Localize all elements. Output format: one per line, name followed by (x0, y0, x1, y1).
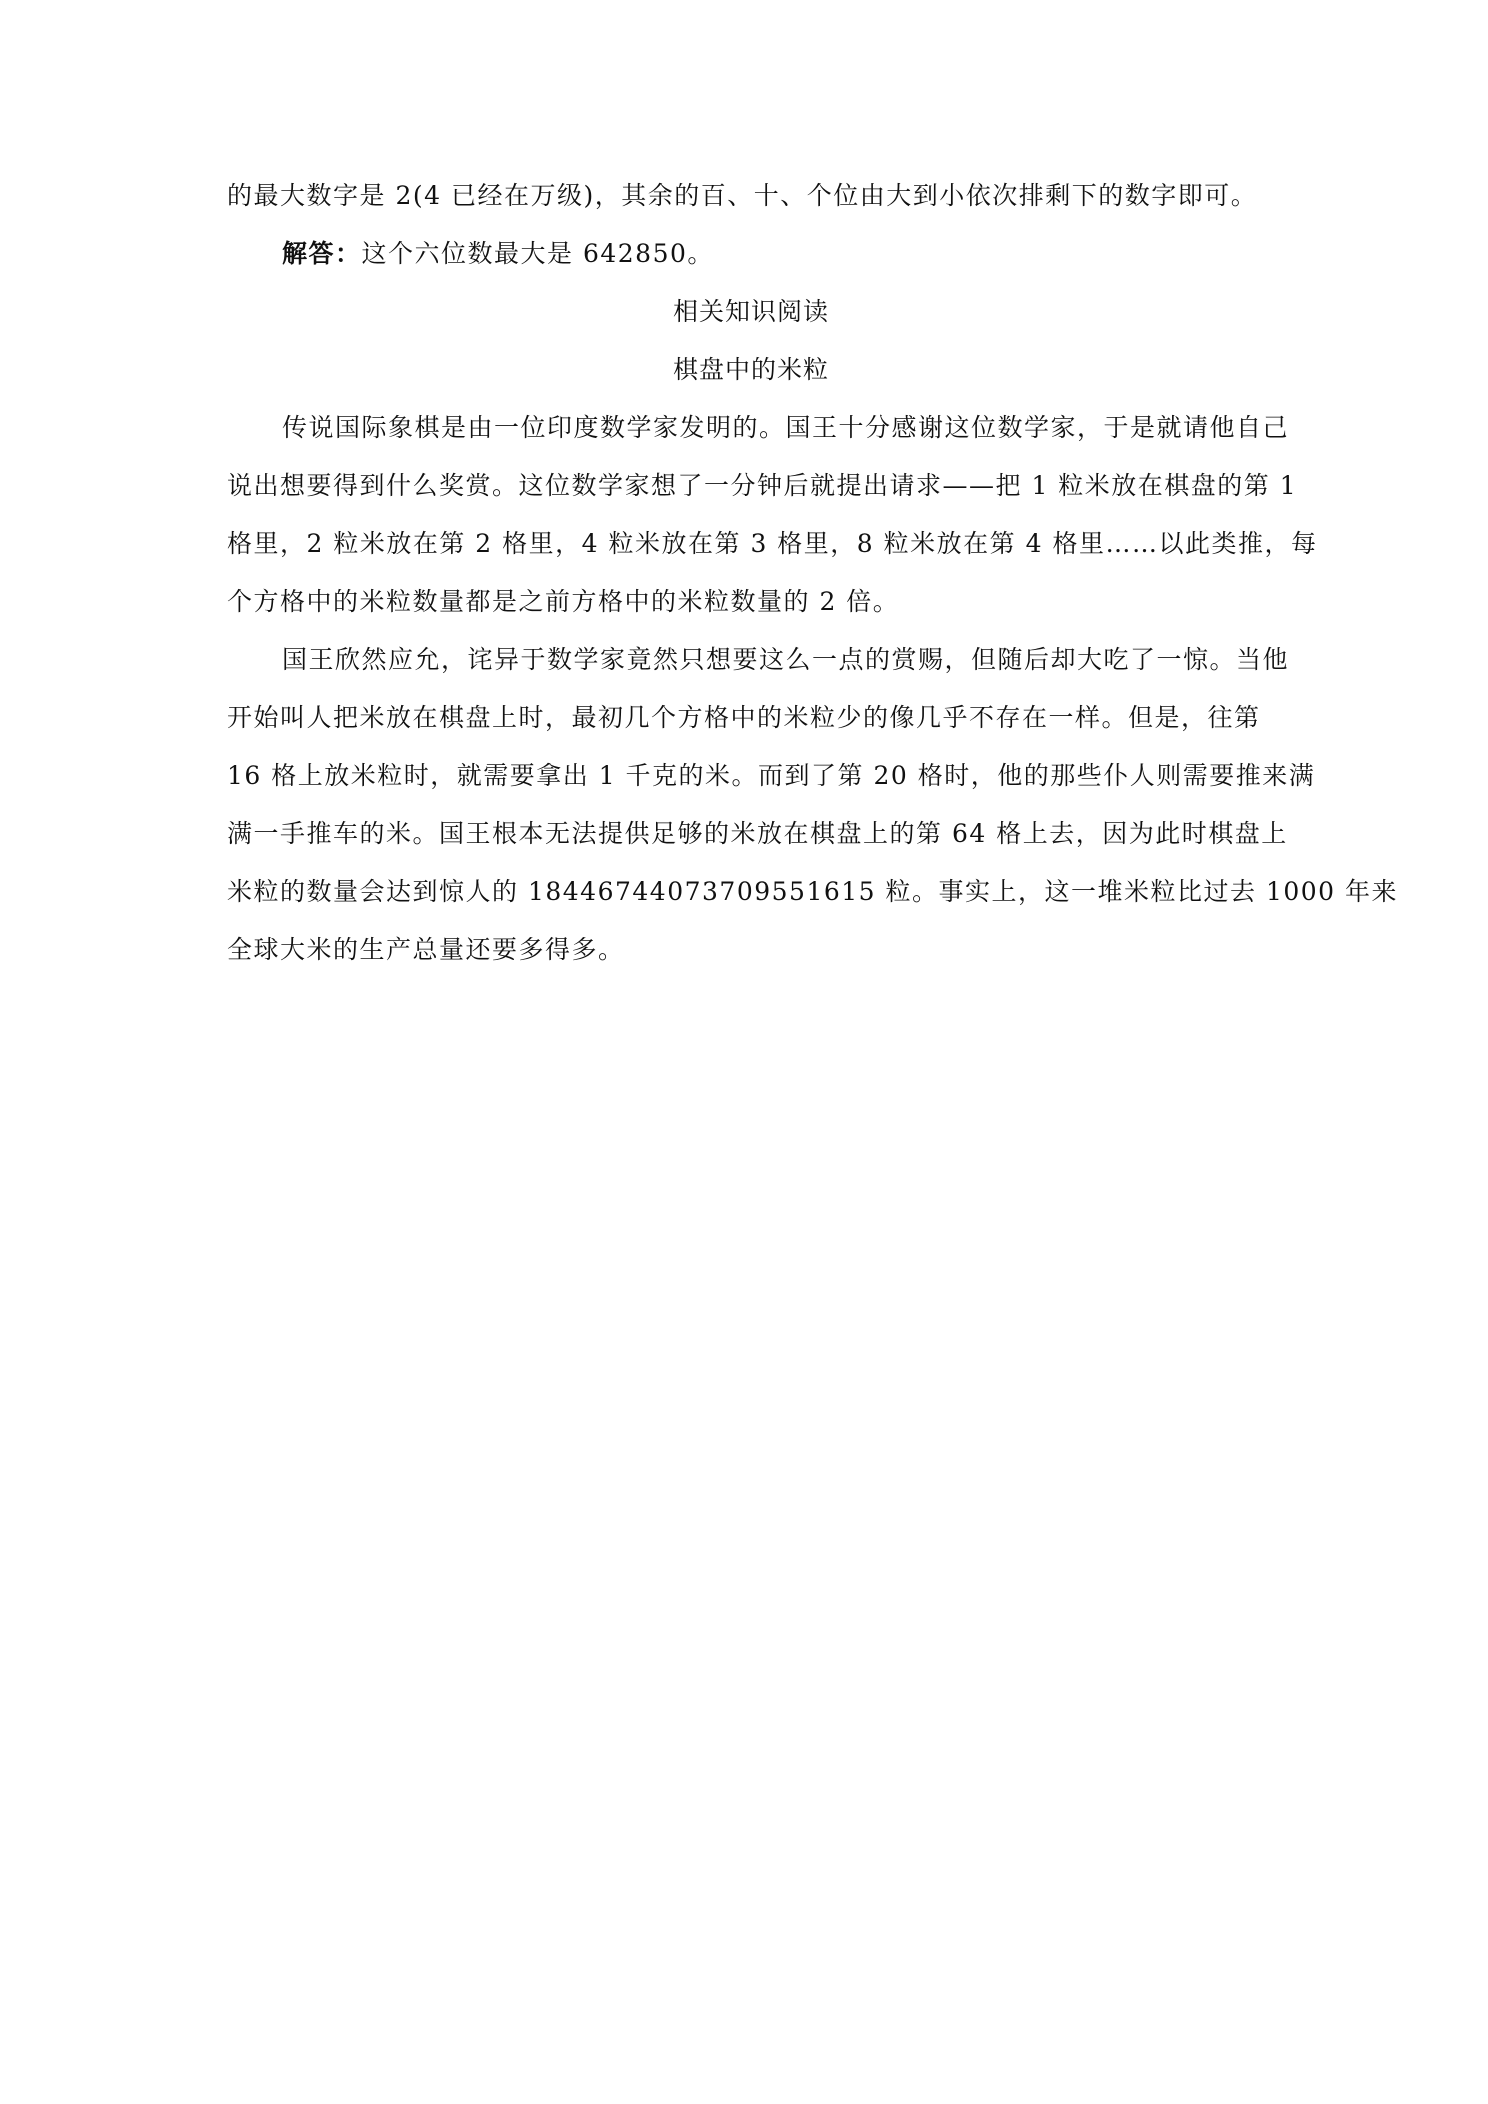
answer-label: 解答： (282, 239, 362, 268)
document-page (227, 176, 1399, 988)
paragraph-line: 个方格中的米粒数量都是之前方格中的米粒数量的 2 倍。 (227, 587, 900, 616)
paragraph-2 (227, 640, 1399, 969)
paragraph-line: 传说国际象棋是由一位印度数学家发明的。国王十分感谢这位数学家，于是就请他自己 (282, 413, 1290, 442)
paragraph-line: 满一手推车的米。国王根本无法提供足够的米放在棋盘上的第 64 格上去，因为此时棋盘上 (227, 819, 1288, 848)
paragraph-line: 16 格上放米粒时，就需要拿出 1 千克的米。而到了第 20 格时，他的那些仆人则需要推来满 (227, 761, 1316, 790)
paragraph-line: 国王欣然应允，诧异于数学家竟然只想要这么一点的赏赐，但随后却大吃了一惊。当他 (282, 645, 1290, 674)
paragraph-1 (227, 408, 1318, 621)
paragraph-line: 说出想要得到什么奖赏。这位数学家想了一分钟后就提出请求——把 1 粒米放在棋盘的第 1 (227, 471, 1298, 500)
paragraph-line: 格里，2 粒米放在第 2 格里，4 粒米放在第 3 格里，8 粒米放在第 4 格里……以此类推，每 (227, 529, 1318, 558)
section-heading: 相关知识阅读 (672, 297, 829, 326)
answer-text: 这个六位数最大是 642850。 (361, 239, 714, 268)
paragraph-line: 全球大米的生产总量还要多得多。 (227, 935, 625, 964)
paragraph-line: 米粒的数量会达到惊人的 18446744073709551615 粒。事实上，这一堆米粒比过去 1000 年来 (227, 877, 1399, 906)
paragraph-line: 开始叫人把米放在棋盘上时，最初几个方格中的米粒少的像几乎不存在一样。但是，往第 (227, 703, 1261, 732)
answer-line (227, 234, 1275, 273)
continuation-line: 的最大数字是 2(4 已经在万级)，其余的百、十、个位由大到小依次排剩下的数字即可。 (227, 181, 1258, 210)
article-title: 棋盘中的米粒 (672, 355, 829, 384)
